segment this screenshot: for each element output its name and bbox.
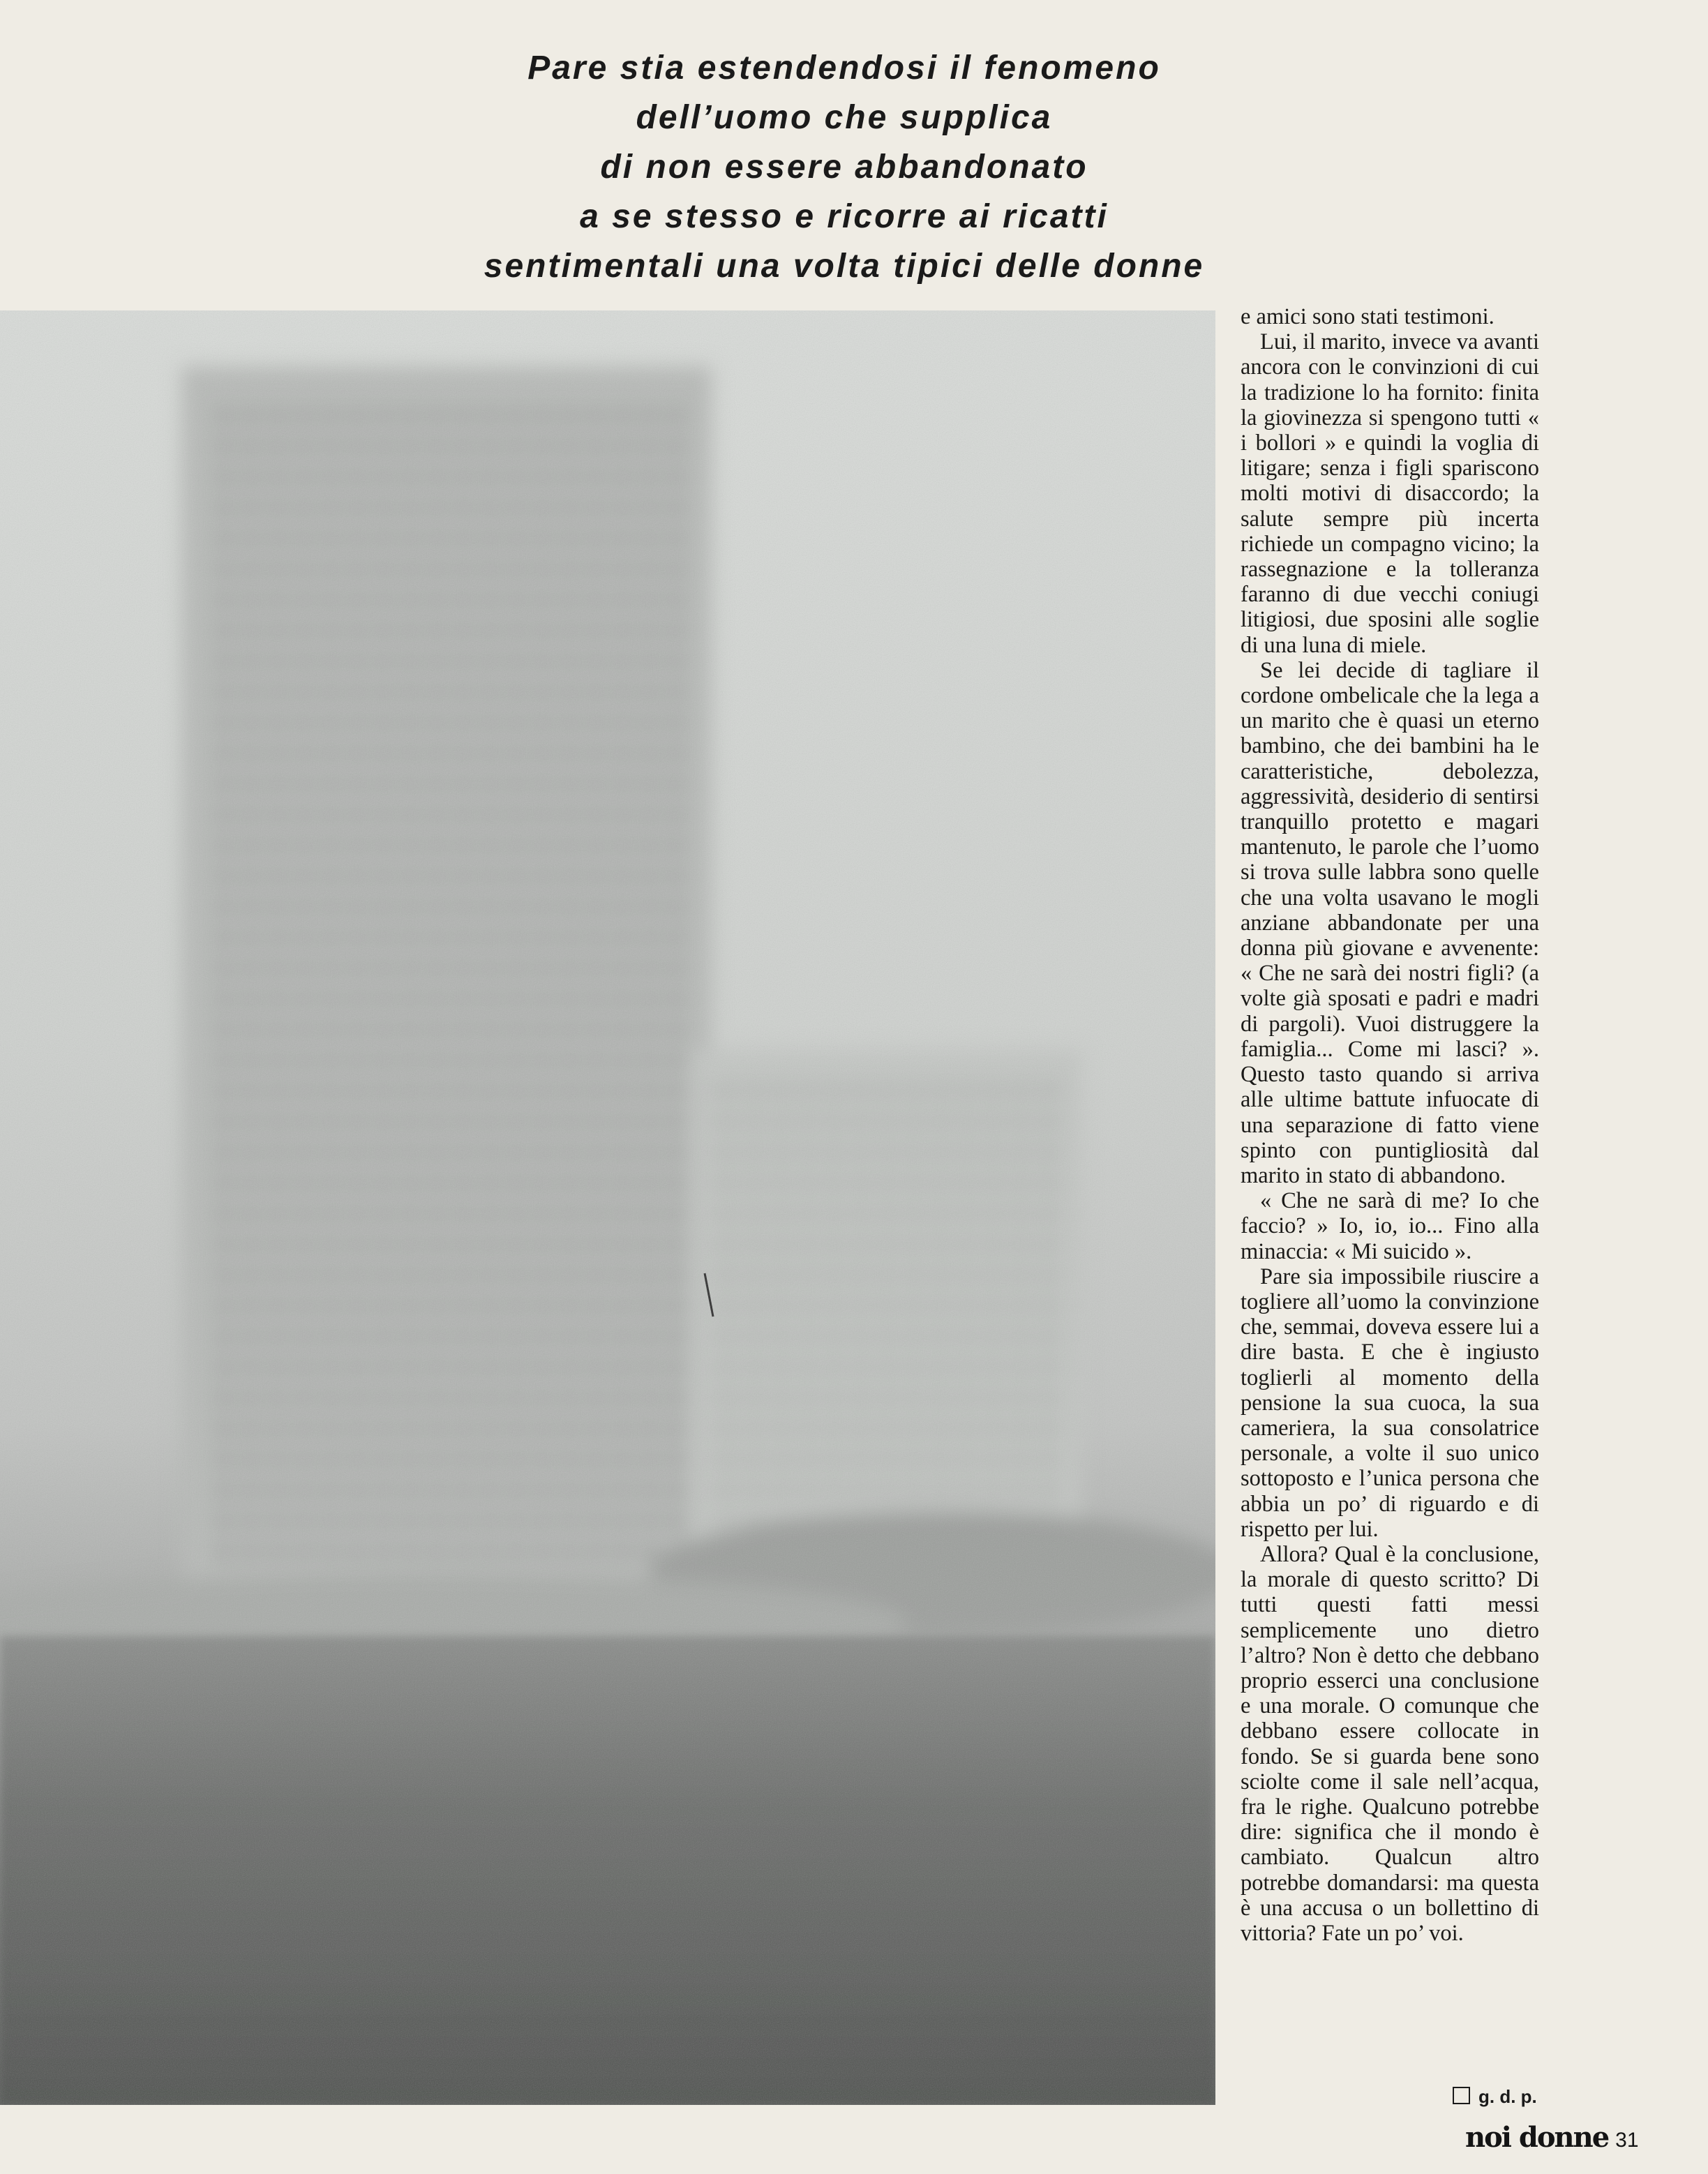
article-paragraph: Lui, il marito, invece va avanti ancora con le convinzioni di cui la tradizione lo ha fornito: finita la giovinezza si spengono tutti « i bollori » e quindi la voglia di litigare; senza i figli spariscono molti motivi di disaccordo; la salute sempre più incerta richiede un compagno vicino; la rassegnazione e la tolleranza faranno di due vecchi coniugi litigiosi, due sposini alle soglie di una luna di miele. xyxy=(1241,329,1539,658)
page-footer xyxy=(1465,2121,1639,2154)
headline-line: a se stesso e ricorre ai ricatti xyxy=(580,198,1109,235)
headline-line: dell’uomo che supplica xyxy=(636,99,1053,136)
magazine-logo: noi donne xyxy=(1465,2121,1609,2154)
headline-line: Pare stia estendendosi il fenomeno xyxy=(527,50,1161,87)
article-column xyxy=(1241,304,1539,1946)
headline-line: di non essere abbandonato xyxy=(600,149,1088,186)
article-paragraph: e amici sono stati testimoni. xyxy=(1241,304,1494,329)
headline-line: sentimentali una volta tipici delle donne xyxy=(484,248,1205,285)
page-number: 31 xyxy=(1615,2129,1639,2152)
article-paragraph: Pare sia impossibile riuscire a togliere all’uomo la convinzione che, semmai, doveva essere lui a dire basta. E che è ingiusto toglierli al momento della pensione la sua cuoca, la sua cameriera, la sua consolatrice personale, a volte il suo unico sottoposto e l’unica persona che abbia un po’ di riguardo e di rispetto per lui. xyxy=(1241,1264,1539,1542)
author-signature xyxy=(1453,2086,1537,2108)
article-paragraph: Allora? Qual è la conclusione, la morale di questo scritto? Di tutti questi fatti messi semplicemente uno dietro l’altro? Non è detto che debbano proprio esserci una conclusione e una morale. O comunque che debbano essere collocate in fondo. Se si guarda bene sono sciolte come il sale nell’acqua, fra le righe. Qualcuno potrebbe dire: significa che il mondo è cambiato. Qualcun altro potrebbe domandarsi: ma questa è una accusa o un bollettino di vittoria? Fate un po’ voi. xyxy=(1241,1541,1539,1946)
foggy-tower-photo xyxy=(0,310,1215,2105)
article-paragraph: « Che ne sarà di me? Io che faccio? » Io, io, io... Fino alla minaccia: « Mi suicido ». xyxy=(1241,1188,1539,1264)
end-mark-box-icon xyxy=(1453,2087,1470,2104)
headline xyxy=(391,43,1298,291)
author-initials: g. d. p. xyxy=(1478,2086,1537,2107)
article-paragraph: Se lei decide di tagliare il cordone ombelicale che la lega a un marito che è quasi un eterno bambino, che dei bambini ha le caratteristiche, debolezza, aggressività, desiderio di sentirsi tranquillo protetto e magari mantenuto, le parole che l’uomo si trova sulle labbra sono quelle che una volta usavano le mogli anziane abbandonate per una donna più giovane e avvenente: « Che ne sarà dei nostri figli? (a volte già sposati e padri e madri di pargoli). Vuoi distruggere la famiglia... Come mi lasci? ». Questo tasto quando si arriva alle ultime battute infuocate di una separazione di fatto viene spinto con puntigliosità dal marito in stato di abbandono. xyxy=(1241,657,1539,1188)
